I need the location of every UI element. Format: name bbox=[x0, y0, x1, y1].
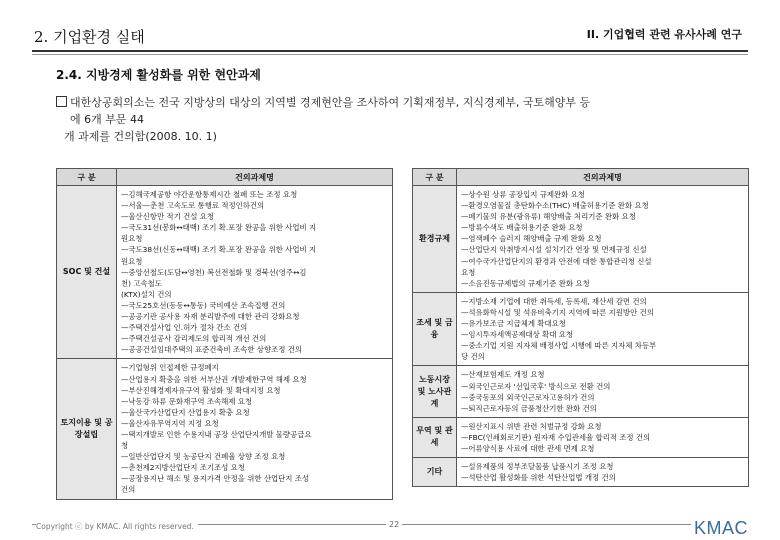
category-cell: 토지이용 및 공장설립 bbox=[57, 359, 117, 499]
section-subtitle: 2.4. 지방경제 활성화를 위한 현안과제 bbox=[56, 68, 261, 82]
intro-paragraph bbox=[56, 94, 756, 145]
category-cell: 무역 및 관세 bbox=[413, 417, 457, 457]
proposal-item: (KTX)설치 건의 bbox=[121, 289, 172, 299]
proposal-item: —김해국제공항 야간운항통제시간 철폐 또는 조정 요청 bbox=[121, 190, 298, 199]
proposal-item: —폐기물의 유분(광유류) 해양배출 처리기준 완화 요청 bbox=[461, 212, 636, 222]
proposal-item: —부산진해경제자유구역 활성화 및 확대지정 요청 bbox=[121, 385, 281, 395]
proposal-item: —석탄산업 활성화를 위한 석탄산업법 개정 건의 bbox=[461, 473, 616, 483]
table-body bbox=[413, 186, 749, 487]
table-row bbox=[57, 186, 393, 359]
proposal-item: —FBC(인쇄회로기판) 원자재 수입관세율 합리적 조정 건의 bbox=[461, 432, 651, 442]
proposal-item: —춘천제2지방산업단지 조기조성 요청 bbox=[121, 463, 245, 473]
table-row bbox=[413, 417, 749, 457]
chapter-title: 2. 기업환경 실태 bbox=[34, 28, 145, 46]
copyright-text: Copyright ⓒ by KMAC. All rights reserved. bbox=[36, 521, 198, 532]
proposal-item: —서울—춘천 고속도로 통행료 적정인하건의 bbox=[121, 201, 265, 211]
proposal-list-cell bbox=[457, 458, 749, 487]
table-row bbox=[57, 359, 393, 499]
proposal-item: —상수원 상류 공장입지 규제완화 요청 bbox=[461, 190, 585, 199]
proposal-item: —택지개발로 인한 수용지내 공장 산업단지개발 물량공급요 bbox=[121, 429, 312, 439]
proposal-item: —공공기관 공사용 자재 분리발주에 대한 관리 강화요청 bbox=[121, 312, 300, 322]
proposal-table-left bbox=[56, 168, 393, 500]
proposal-item: 건의 bbox=[121, 485, 136, 495]
table-row bbox=[413, 186, 749, 293]
proposal-item: —퇴직근로자등의 금품청산기한 완화 건의 bbox=[461, 403, 597, 413]
proposal-table-right bbox=[412, 168, 749, 487]
intro-line-2: 에 6개 부문 44 bbox=[70, 113, 144, 126]
table-row bbox=[413, 366, 749, 417]
proposal-item: 요청 bbox=[461, 267, 476, 277]
category-cell: 조세 및 금융 bbox=[413, 292, 457, 366]
header-rule bbox=[32, 50, 748, 52]
proposal-item: —산업용지 확충을 위한 서부산권 개발제한구역 해제 요청 bbox=[121, 374, 307, 384]
proposal-item: 천) 고속철도 bbox=[121, 278, 162, 288]
proposal-item: —유가보조금 지급체계 확대요청 bbox=[461, 319, 566, 329]
proposal-item: —외국인근로자 '선입국후' 방식으로 전환 건의 bbox=[461, 381, 611, 391]
proposal-list-cell bbox=[457, 186, 749, 293]
column-header-proposals: 건의과제명 bbox=[117, 169, 393, 186]
proposal-item: —주택건설사업 인.허가 절차 간소 건의 bbox=[121, 323, 248, 333]
proposal-item: —중소기업 지원 지자체 배정사업 시행에 따른 지자체 차등부 bbox=[461, 341, 657, 351]
column-header-category: 구 분 bbox=[57, 169, 117, 186]
proposal-item: —환경오염물질 총탄화수소(THC) 배출허용기준 완화 요청 bbox=[461, 201, 649, 211]
proposal-item: —임시투자세액공제대상 확대 요청 bbox=[461, 330, 574, 340]
table-body bbox=[57, 186, 393, 500]
company-logo: KMAC bbox=[691, 518, 748, 539]
proposal-item: —산재보험제도 개정 요청 bbox=[461, 370, 545, 380]
proposal-item: 원요청 bbox=[121, 256, 143, 266]
proposal-item: —주택건설공사 감리제도의 합리적 개선 건의 bbox=[121, 334, 267, 344]
proposal-item: —울산신항만 적기 건설 요청 bbox=[121, 212, 214, 222]
proposal-list-cell bbox=[457, 417, 749, 457]
checkbox-bullet-icon bbox=[56, 96, 67, 107]
proposal-item: —원산지표시 위반 관련 처벌규정 강화 요청 bbox=[461, 421, 602, 431]
category-cell: 기타 bbox=[413, 458, 457, 487]
proposal-item: —어류양식용 사료에 대한 관세 면제 요청 bbox=[461, 443, 595, 453]
column-header-category: 구 분 bbox=[413, 169, 457, 186]
proposal-item: —울산자유무역지역 지정 요청 bbox=[121, 418, 219, 428]
proposal-item: 원요청 bbox=[121, 234, 143, 244]
proposal-item: —지방소재 기업에 대한 취득세, 등록세, 재산세 감면 건의 bbox=[461, 296, 647, 306]
category-cell: 환경규제 bbox=[413, 186, 457, 293]
proposal-item: —소음진동규제법의 규제기준 완화 요청 bbox=[461, 278, 590, 288]
proposal-item: —설유제품의 정부조달물품 납품시기 조정 요청 bbox=[461, 462, 614, 472]
proposal-list-cell bbox=[117, 186, 393, 359]
page-number: 22 bbox=[386, 520, 402, 529]
proposal-item: —공장용지난 해소 및 용지가격 안정을 위한 산업단지 조성 bbox=[121, 474, 310, 484]
category-cell: 노동시장 및 노사관계 bbox=[413, 366, 457, 417]
proposal-item: —기업형위 인접제한 규정폐지 bbox=[121, 363, 219, 373]
proposal-item: —국도38선(신동↔태백) 조기 확.포장 완공을 위한 사업비 지 bbox=[121, 245, 317, 255]
proposal-list-cell bbox=[117, 359, 393, 499]
section-label: II. 기업협력 관련 유사사례 연구 bbox=[586, 28, 742, 41]
proposal-item: —국도31선(봉화↔태백) 조기 확.포장 완공을 위한 사업비 지 bbox=[121, 223, 317, 233]
proposal-item: —산업단지 악취방지시설 설치기간 연장 및 면제규정 신설 bbox=[461, 245, 647, 255]
proposal-item: —낙동강 하류 문화재구역 조속해제 요청 bbox=[121, 396, 253, 406]
proposal-item: —석유화학시설 및 석유비축기지 지역에 따른 지원방안 건의 bbox=[461, 307, 654, 317]
column-header-proposals: 건의과제명 bbox=[457, 169, 749, 186]
proposal-item: —중국동포의 외국인근로자고용허가 건의 bbox=[461, 392, 595, 402]
proposal-item: 당 건의 bbox=[461, 352, 485, 362]
proposal-item: —국도25호선(동동↔통동) 국비예산 조속집행 건의 bbox=[121, 300, 286, 310]
proposal-item: —중앙선철도(도담↔영천) 복선전철화 및 경북선(영주↔김 bbox=[121, 267, 307, 277]
intro-line-3: 개 과제를 건의함(2008. 10. 1) bbox=[64, 130, 217, 143]
proposal-item: —일반산업단지 및 농공단지 건폐율 상향 조정 요청 bbox=[121, 452, 286, 462]
proposal-item: —여수국가산업단지의 환경과 안전에 대한 통합관리청 신설 bbox=[461, 256, 652, 266]
proposal-list-cell bbox=[457, 292, 749, 366]
category-cell: SOC 및 건설 bbox=[57, 186, 117, 359]
proposal-item: —염색폐수 슬러지 해양배출 규제 완화 요청 bbox=[461, 234, 602, 244]
table-row bbox=[413, 458, 749, 487]
intro-line-1: 대한상공회의소는 전국 지방상의 대상의 지역별 경제현안을 조사하여 기획재정부, 지식경제부, 국토해양부 등 bbox=[70, 96, 591, 109]
proposal-list-cell bbox=[457, 366, 749, 417]
proposal-item: —울산국가산업단지 산업용지 확충 요청 bbox=[121, 407, 250, 417]
header-rule-thin bbox=[32, 54, 748, 55]
proposal-item: —공공건설임대주택의 표준건축비 조속한 상향조정 건의 bbox=[121, 345, 302, 355]
table-row bbox=[413, 292, 749, 366]
proposal-item: 청 bbox=[121, 441, 129, 451]
proposal-item: —방류수색도 배출허용기준 완화 요청 bbox=[461, 223, 583, 233]
